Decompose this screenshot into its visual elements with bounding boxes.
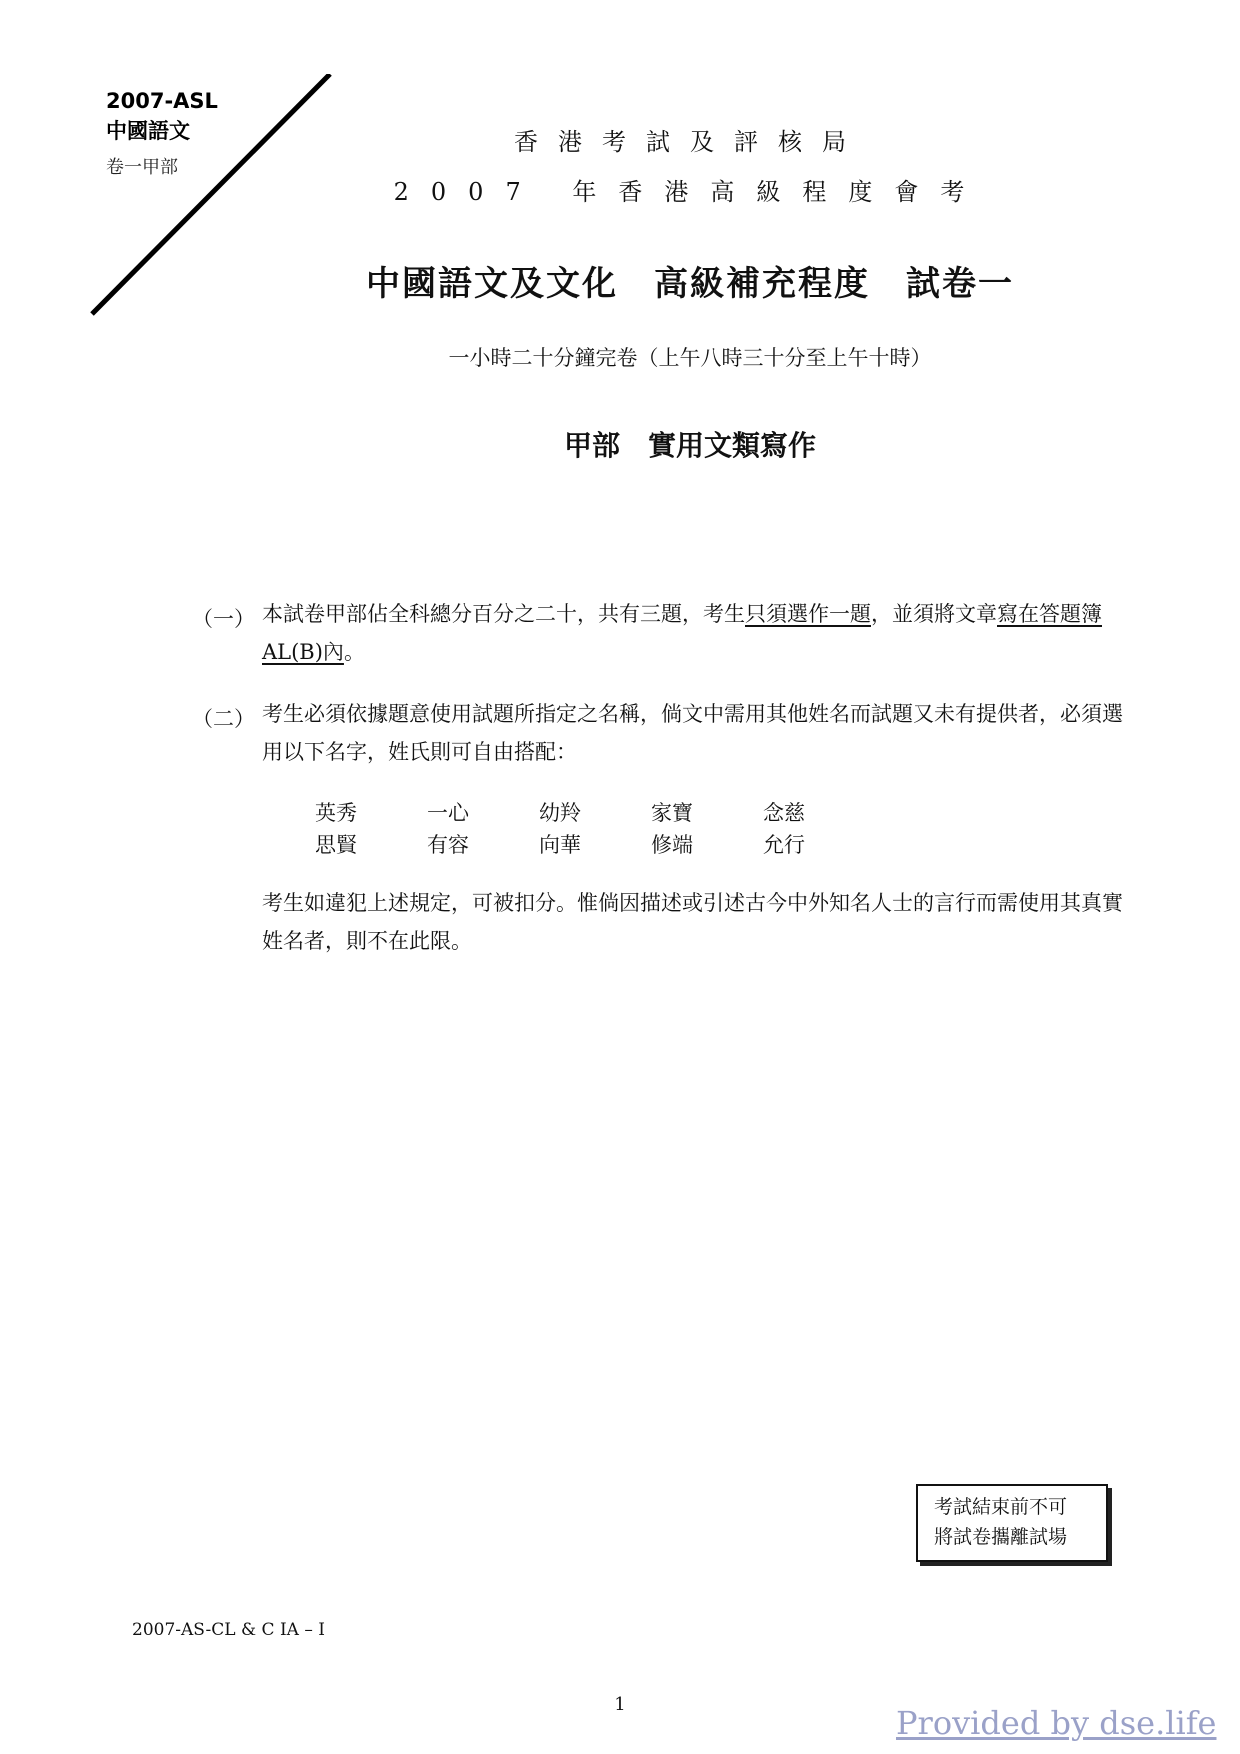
instruction-1-emphasis-answer-book: 寫在答題簿AL(B)內 xyxy=(262,602,1102,664)
instruction-1-part-c: 。 xyxy=(343,640,365,664)
rule-violation-note: 考生如違犯上述規定，可被扣分。惟倘因描述或引述古今中外知名人士的言行而需使用其真實姓名者，則不在此限。 xyxy=(262,891,1123,953)
instruction-1-text xyxy=(262,595,1130,671)
names-row xyxy=(315,796,875,828)
notice-line-1: 考試結束前不可 xyxy=(934,1496,1068,1518)
exam-name: 2007 年香港高級程度會考 xyxy=(393,178,987,206)
section-title: 甲部 實用文類寫作 xyxy=(563,429,816,462)
paper-title: 中國語文及文化 高級補充程度 試卷一 xyxy=(366,264,1014,304)
notice-line-2: 將試卷攜離試場 xyxy=(934,1526,1068,1548)
name-cell: 思賢 xyxy=(315,833,357,857)
name-cell: 念慈 xyxy=(763,801,805,825)
name-cell: 家寶 xyxy=(651,801,693,825)
names-row xyxy=(315,828,875,860)
name-cell: 英秀 xyxy=(315,801,357,825)
instruction-1-emphasis-choose-one: 只須選作一題 xyxy=(745,602,871,626)
paper-code: 2007-AS-CL & C IA – I xyxy=(132,1620,325,1640)
page-number: 1 xyxy=(614,1694,626,1715)
corner-code: 2007-ASL xyxy=(106,89,218,113)
name-cell: 修端 xyxy=(651,833,693,857)
exam-authority: 香港考試及評核局 xyxy=(514,128,866,156)
corner-subject: 中國語文 xyxy=(106,119,190,143)
instruction-1-part-a: 本試卷甲部佔全科總分百分之二十，共有三題，考生 xyxy=(262,602,745,626)
name-cell: 幼羚 xyxy=(539,801,581,825)
instruction-2-marker: （二） xyxy=(192,707,255,731)
exam-notice-box xyxy=(916,1484,1108,1562)
provided-by-link[interactable]: Provided by dse.life xyxy=(896,1704,1217,1742)
corner-part: 卷一甲部 xyxy=(106,157,178,178)
names-table xyxy=(315,796,875,860)
exam-duration: 一小時二十分鐘完卷（上午八時三十分至上午十時） xyxy=(448,346,932,370)
instruction-2-text: 考生必須依據題意使用試題所指定之名稱，倘文中需用其他姓名而試題又未有提供者，必須選用以下名字，姓氏則可自由搭配： xyxy=(262,702,1123,764)
name-cell: 向華 xyxy=(539,833,581,857)
instruction-1-marker: （一） xyxy=(192,607,255,631)
instruction-1-part-b: ，並須將文章 xyxy=(871,602,997,626)
name-cell: 一心 xyxy=(427,801,469,825)
name-cell: 有容 xyxy=(427,833,469,857)
name-cell: 允行 xyxy=(763,833,805,857)
